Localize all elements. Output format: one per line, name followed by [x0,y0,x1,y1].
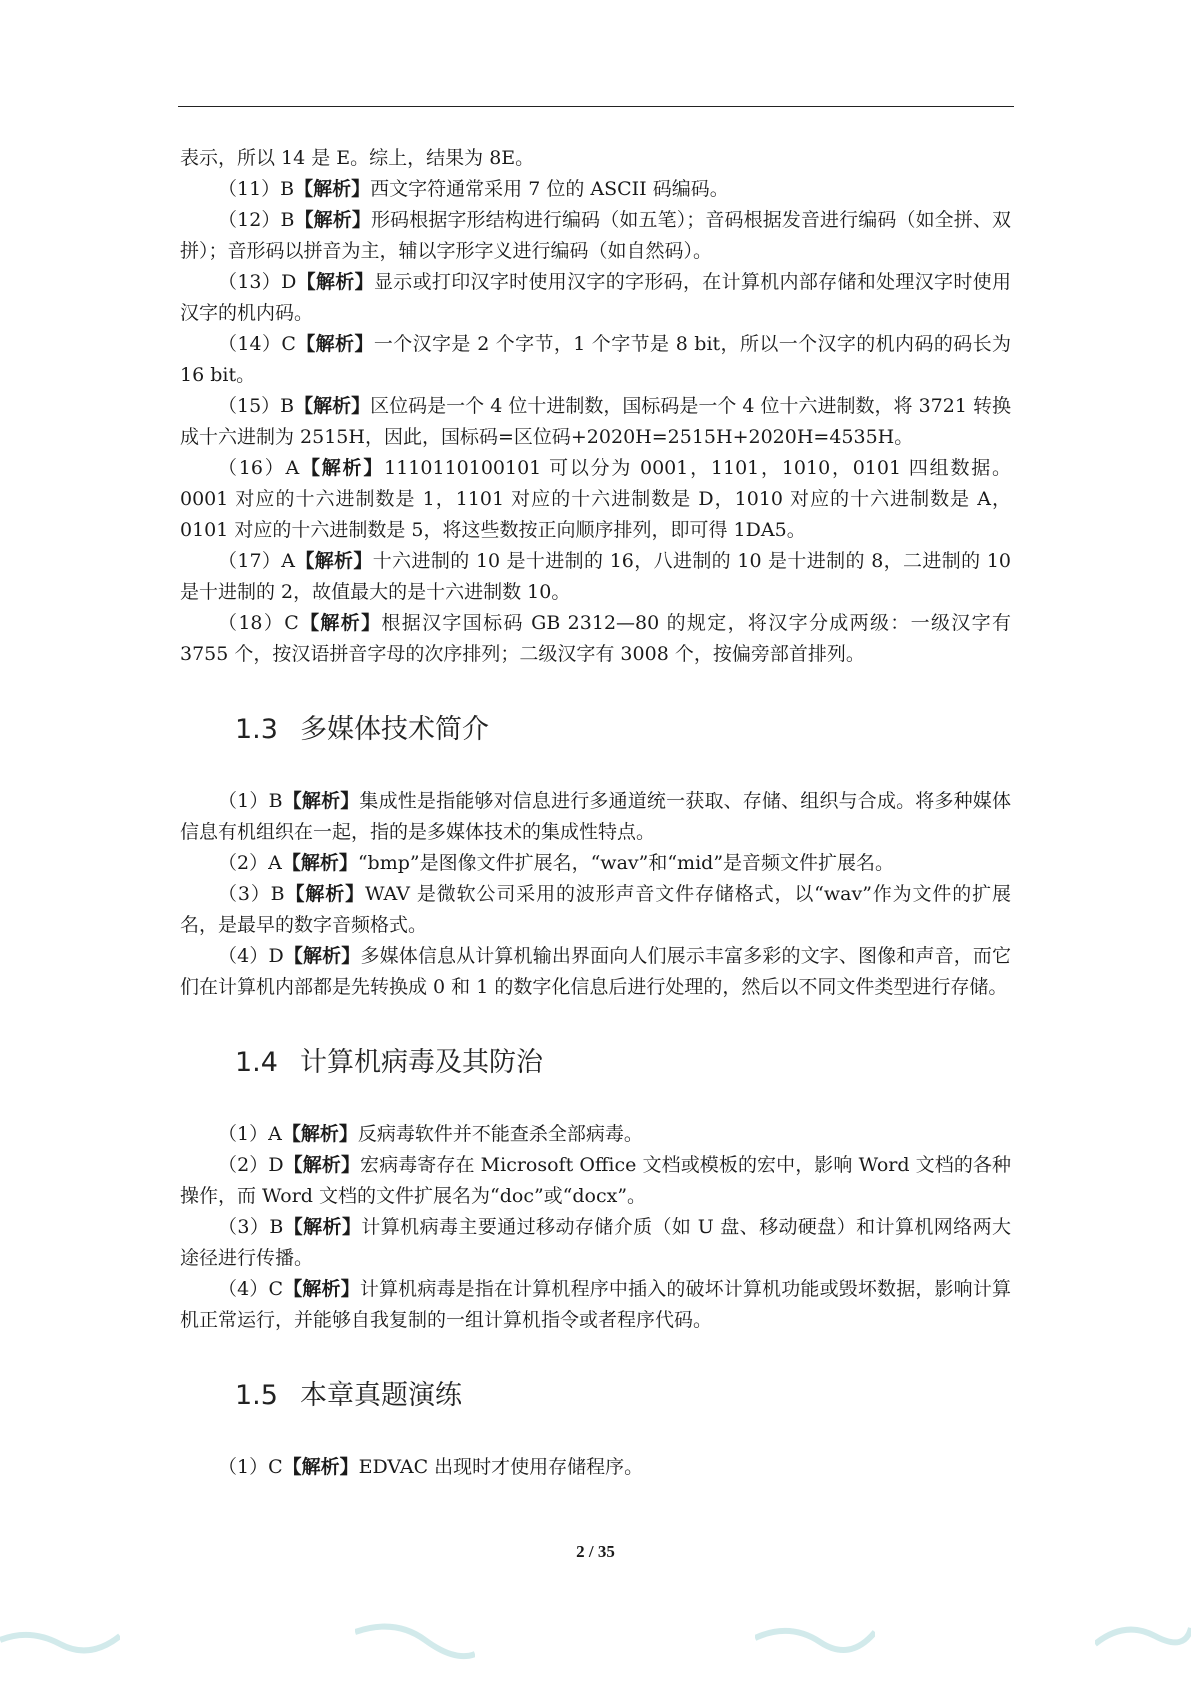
analysis-label: 【解析】 [282,790,360,812]
answer-text: 显示或打印汉字时使用汉字的字形码，在计算机内部存储和处理汉字时使用汉字的机内码。 [180,271,1011,324]
watermark-graphic [355,1610,475,1666]
analysis-label: 【解析】 [294,178,371,200]
analysis-label: 【解析】 [299,457,385,479]
analysis-label: 【解析】 [298,612,382,634]
answer-text: EDVAC 出现时才使用存储程序。 [358,1456,644,1478]
answer-text: 区位码是一个 4 位十进制数，国标码是一个 4 位十六进制数，将 3721 转换成十六进制为 2515H，因此，国标码=区位码+2020H=2515H+2020H=4535H。 [180,395,1011,448]
answer-prefix: （1）A [218,1123,282,1145]
answer-list-continued [180,174,1011,670]
answer-prefix: （3）B [218,883,285,905]
answer-text: 计算机病毒主要通过移动存储介质（如 U 盘、移动硬盘）和计算机网络两大途径进行传播。 [180,1216,1011,1269]
answer-prefix: （15）B [218,395,295,417]
section-name: 本章真题演练 [299,1380,462,1411]
intro-line: 表示，所以 14 是 E。综上，结果为 8E。 [180,147,535,169]
analysis-label: 【解析】 [283,945,361,967]
answer-text: 反病毒软件并不能查杀全部病毒。 [357,1123,643,1145]
answer-prefix: （18）C [218,612,299,634]
section-title-1-3 [180,710,1011,750]
answer-item [180,608,1011,670]
section-number: 1.5 [235,1380,278,1411]
answer-item [180,879,1011,941]
analysis-label: 【解析】 [282,1456,359,1478]
answer-item [180,1150,1011,1212]
answer-item [180,546,1011,608]
analysis-label: 【解析】 [283,1154,361,1176]
answer-item [180,391,1011,453]
analysis-label: 【解析】 [295,333,374,355]
section-title-1-4 [180,1043,1011,1083]
answer-item [180,453,1011,546]
analysis-label: 【解析】 [284,883,365,905]
answer-prefix: （11）B [218,178,295,200]
answer-item [180,941,1011,1003]
watermark-graphic [1095,1610,1191,1666]
answer-text: 形码根据字形结构进行编码（如五笔）；音码根据发音进行编码（如全拼、双拼）；音形码以拼音为主，辅以字形字义进行编码（如自然码）。 [180,209,1011,262]
watermark-graphic [0,1610,120,1666]
page-number: 2 / 35 [576,1542,615,1561]
analysis-label: 【解析】 [294,209,371,231]
answer-item [180,174,1011,205]
answer-text: 计算机病毒是指在计算机程序中插入的破坏计算机功能或毁坏数据，影响计算机正常运行，并能够自我复制的一组计算机指令或者程序代码。 [180,1278,1011,1331]
analysis-label: 【解析】 [283,1216,362,1238]
answer-prefix: （2）D [218,1154,284,1176]
answer-prefix: （12）B [218,209,295,231]
answer-prefix: （16）A [218,457,300,479]
answer-item [180,1274,1011,1336]
answer-prefix: （4）C [218,1278,284,1300]
answer-prefix: （3）B [218,1216,284,1238]
answer-prefix: （1）B [218,790,283,812]
analysis-label: 【解析】 [283,1278,360,1300]
section-number: 1.4 [235,1047,278,1078]
watermark-graphic [755,1610,875,1666]
answer-list-1-4 [180,1119,1011,1336]
answer-prefix: （14）C [218,333,296,355]
answer-prefix: （13）D [218,271,297,293]
answer-item [180,205,1011,267]
answer-list-1-3 [180,786,1011,1003]
answer-item [180,1452,1011,1483]
analysis-label: 【解析】 [281,852,358,874]
answer-text: 宏病毒寄存在 Microsoft Office 文档或模板的宏中，影响 Word 文档的各种操作，而 Word 文档的文件扩展名为“doc”或“docx”。 [180,1154,1011,1207]
header-rule [178,106,1014,107]
answer-item [180,267,1011,329]
answer-prefix: （4）D [218,945,284,967]
answer-text: 集成性是指能够对信息进行多通道统一获取、存储、组织与合成。将多种媒体信息有机组织在一起，指的是多媒体技术的集成性特点。 [180,790,1011,843]
section-number: 1.3 [235,714,278,745]
answer-item [180,329,1011,391]
answer-text: 1110110100101 可以分为 0001，1101，1010，0101 四组数据。0001 对应的十六进制数是 1，1101 对应的十六进制数是 D，1010 对应的十六进制数是 A，0101 对应的十六进制数是 5，将这些数按正向顺序排列，即可得 1DA5。 [180,457,1011,541]
answer-text: 一个汉字是 2 个字节，1 个字节是 8 bit，所以一个汉字的机内码的码长为 16 bit。 [180,333,1011,386]
answer-item [180,786,1011,848]
answer-prefix: （17）A [218,550,295,572]
analysis-label: 【解析】 [294,550,373,572]
answer-text: 多媒体信息从计算机输出界面向人们展示丰富多彩的文字、图像和声音，而它们在计算机内部都是先转换成 0 和 1 的数字化信息后进行处理的，然后以不同文件类型进行存储。 [180,945,1011,998]
page-content [180,143,1011,1483]
answer-text: 西文字符通常采用 7 位的 ASCII 码编码。 [370,178,729,200]
answer-item [180,1119,1011,1150]
analysis-label: 【解析】 [281,1123,358,1145]
answer-item [180,1212,1011,1274]
answer-text: 十六进制的 10 是十进制的 16，八进制的 10 是十进制的 8，二进制的 10 是十进制的 2，故值最大的是十六进制数 10。 [180,550,1011,603]
answer-prefix: （2）A [218,852,282,874]
section-title-1-5 [180,1376,1011,1416]
analysis-label: 【解析】 [294,395,371,417]
section-name: 计算机病毒及其防治 [299,1047,543,1078]
answer-text: WAV 是微软公司采用的波形声音文件存储格式，以“wav”作为文件的扩展名，是最早的数字音频格式。 [180,883,1011,936]
answer-prefix: （1）C [218,1456,283,1478]
answer-item [180,848,1011,879]
section-name: 多媒体技术简介 [299,714,489,745]
answer-text: 根据汉字国标码 GB 2312—80 的规定，将汉字分成两级：一级汉字有 3755 个，按汉语拼音字母的次序排列；二级汉字有 3008 个，按偏旁部首排列。 [180,612,1011,665]
answer-list-1-5 [180,1452,1011,1483]
analysis-label: 【解析】 [296,271,374,293]
answer-text: “bmp”是图像文件扩展名，“wav”和“mid”是音频文件扩展名。 [357,852,895,874]
